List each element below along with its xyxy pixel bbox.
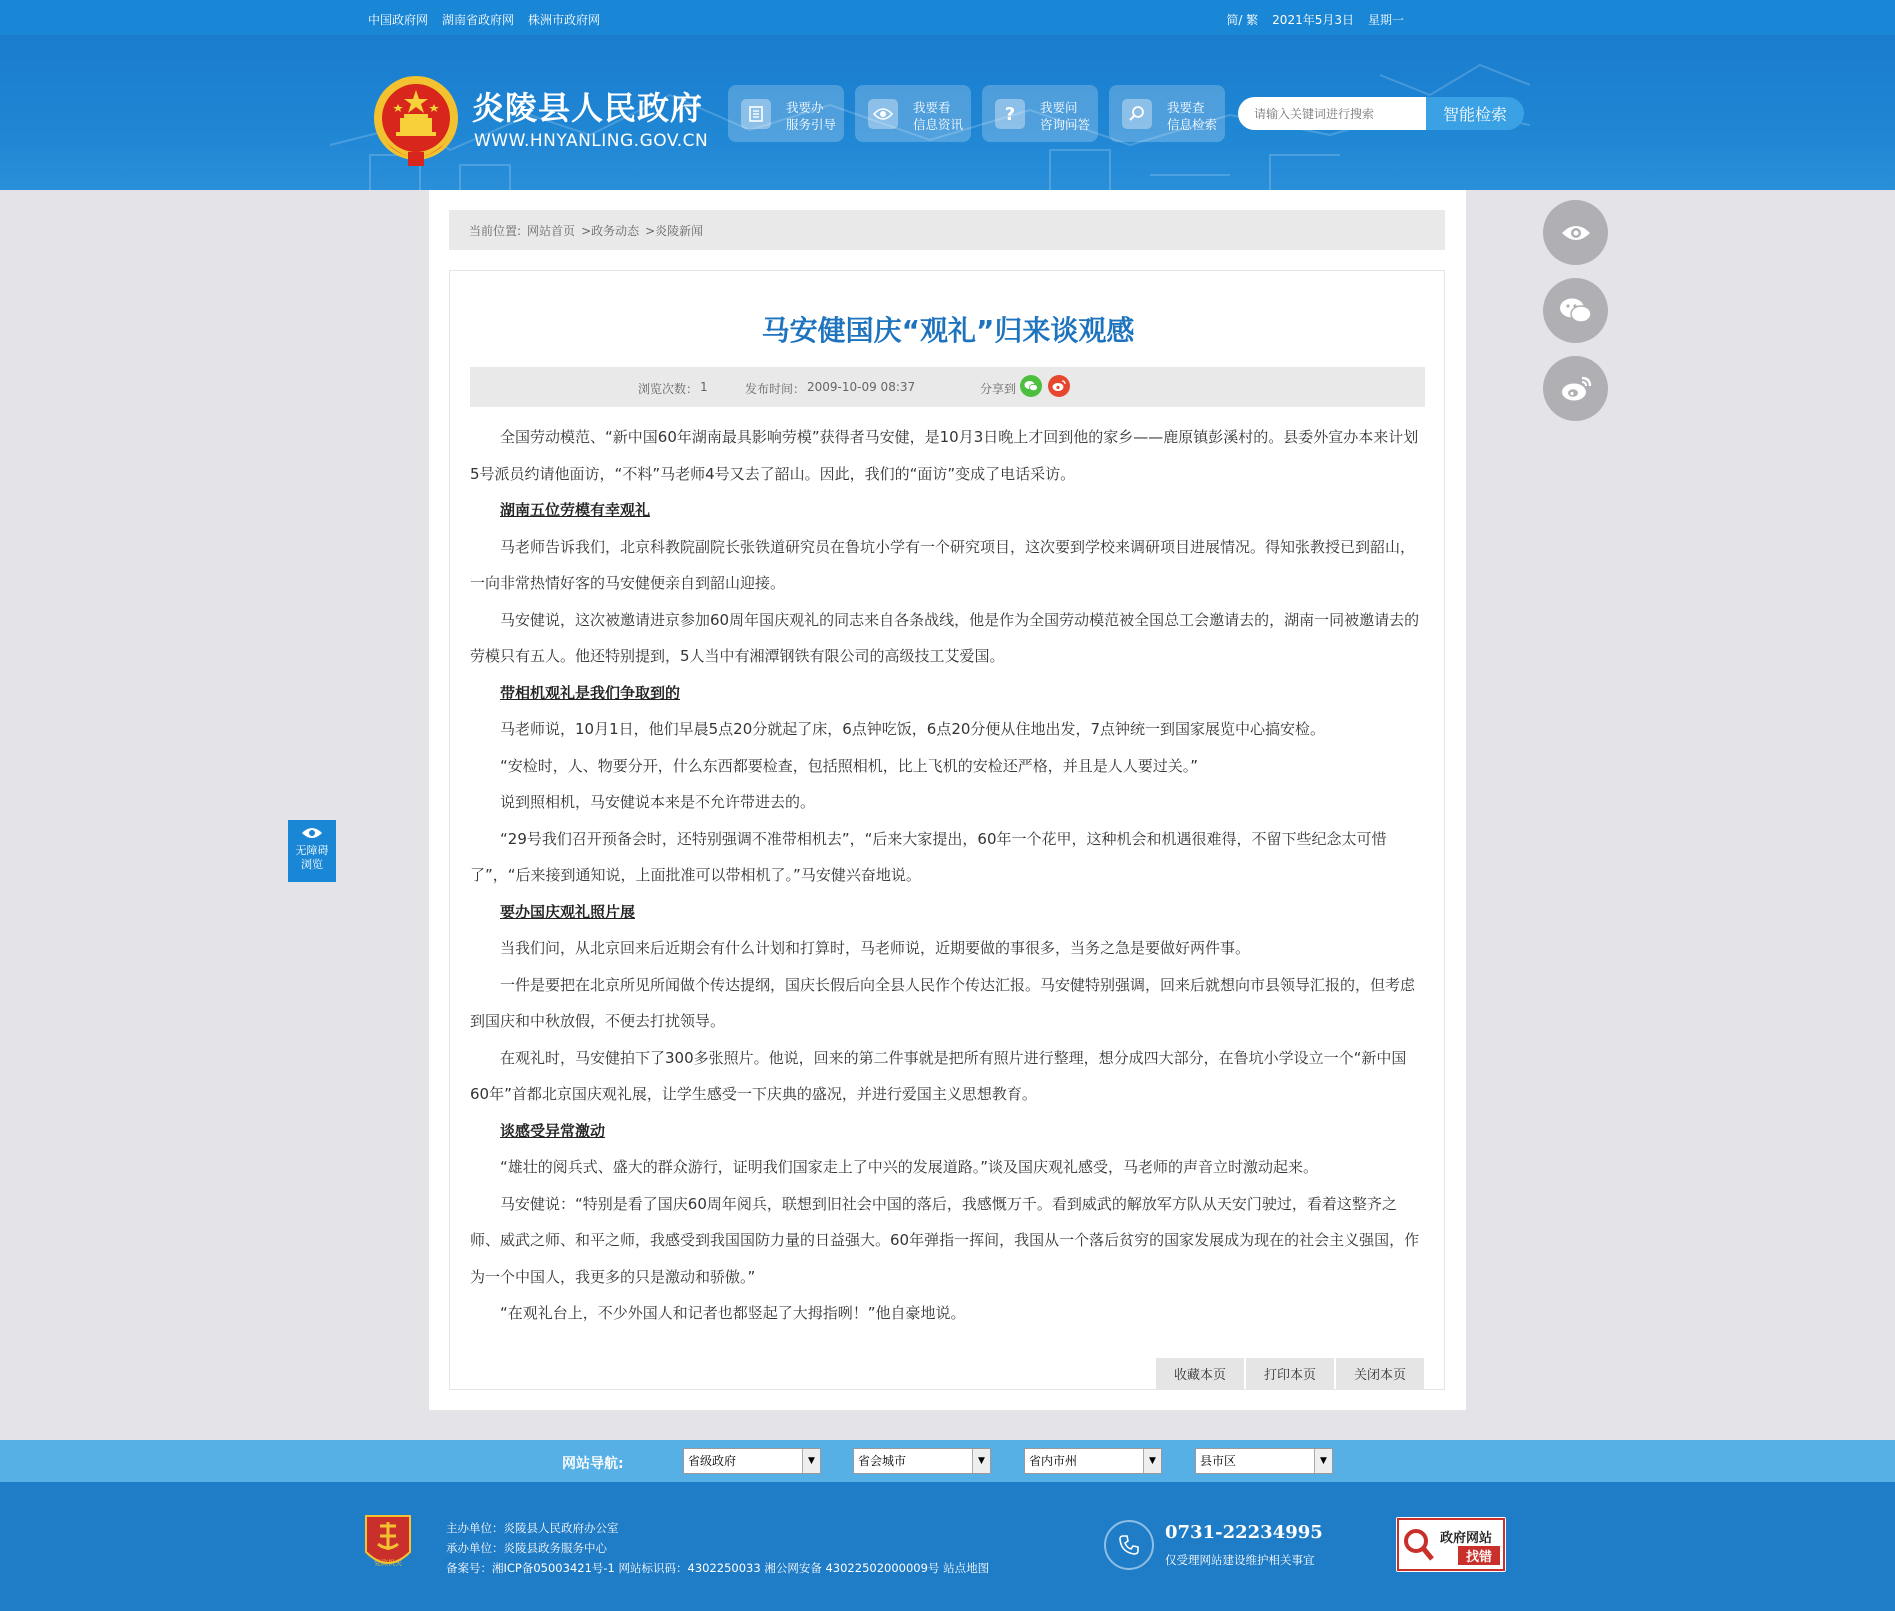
select-value: 县市区 (1200, 1454, 1237, 1468)
footer-phone: 0731-22234995 (1165, 1522, 1323, 1543)
article-title: 马安健国庆“观礼”归来谈观感 (761, 314, 1135, 347)
breadcrumb-local[interactable]: >炎陵新闻 (645, 223, 704, 238)
weibo-share-icon[interactable] (1048, 375, 1070, 397)
main-panel (429, 190, 1466, 1410)
document-icon (741, 99, 771, 129)
footer-record: 备案号：湘ICP备05003421号-1 网站标识码：4302250033 湘公网安备 43022502000009号 站点地图 (446, 1561, 990, 1575)
national-emblem-icon (368, 72, 464, 172)
paragraph: 马安健说，这次被邀请进京参加60周年国庆观礼的同志来自各条战线，他是作为全国劳动模范被全国总工会邀请去的，湖南一同被邀请去的劳模只有五人。他还特别提到，5人当中有湘潭钢铁有限公司的高级技工艾爱国。 (470, 610, 1420, 665)
eye-icon (868, 99, 898, 129)
article-actions (1156, 1358, 1424, 1389)
search-input[interactable] (1238, 97, 1426, 130)
nav-button-line1: 我要办 (786, 100, 824, 115)
views-label: 浏览次数： (638, 382, 699, 396)
paragraph: “雄壮的阅兵式、盛大的群众游行，证明我们国家走上了中兴的发展道路。”谈及国庆观礼感受，马老师的声音立时激动起来。 (500, 1158, 1319, 1176)
breadcrumb-news[interactable]: >政务动态 (581, 223, 640, 238)
breadcrumb-prefix: 当前位置: (469, 223, 522, 238)
report-error-badge[interactable] (1396, 1517, 1506, 1572)
chevron-down-icon: ▼ (802, 1449, 820, 1473)
float-eye-button[interactable] (1543, 200, 1608, 265)
paragraph: 一件是要把在北京所见所闻做个传达提纲，国庆长假后向全县人民作个传达汇报。马安健特别强调，回来后就想向市县领导汇报的，但考虑到国庆和中秋放假，不便去打扰领导。 (470, 975, 1416, 1030)
footer-nav (0, 1440, 1895, 1482)
select-value: 省内市州 (1029, 1454, 1078, 1468)
select-county[interactable] (1195, 1448, 1333, 1474)
select-city[interactable] (1024, 1448, 1162, 1474)
weibo-icon (1560, 375, 1592, 403)
close-page-button[interactable]: 关闭本页 (1336, 1358, 1424, 1389)
phone-icon (1104, 1520, 1154, 1570)
question-icon: ? (995, 99, 1025, 129)
float-weibo-button[interactable] (1543, 356, 1608, 421)
footer-host: 主办单位：炎陵县人民政府办公室 (446, 1521, 619, 1535)
top-bar (0, 0, 1895, 35)
report-error-line1: 政府网站 (1440, 1531, 1493, 1546)
search-button[interactable]: 智能检索 (1426, 97, 1524, 130)
top-link-gov[interactable]: 中国政府网 (368, 13, 429, 27)
paragraph: 说到照相机，马安健说本来是不允许带进去的。 (500, 793, 816, 811)
paragraph: 马安健说：“特别是看了国庆60周年阅兵，联想到旧社会中国的落后，我感慨万千。看到威武的解放军方队从天安门驶过，看着这整齐之师、威武之师、和平之师，我感受到我国国防力量的日益强大。60年弹指一挥间，我国从一个落后贫穷的国家发展成为现在的社会主义强国，作为一个中国人，我更多的只是激动和骄傲。” (470, 1194, 1420, 1286)
date-text: 2021年5月3日 (1272, 13, 1354, 27)
accessibility-line2: 浏览 (301, 858, 323, 871)
paragraph: 马老师告诉我们，北京科教院副院长张铁道研究员在鲁坑小学有一个研究项目，这次要到学校来调研项目进展情况。得知张教授已到韶山，一向非常热情好客的马安健便亲自到韶山迎接。 (470, 537, 1416, 592)
footer-organizer: 承办单位：炎陵县政务服务中心 (446, 1541, 607, 1555)
search-icon (1122, 99, 1152, 129)
nav-button-info[interactable] (855, 85, 971, 142)
paragraph: “在观礼台上，不少外国人和记者也都竖起了大拇指咧！”他自豪地说。 (500, 1304, 966, 1322)
bookmark-button[interactable]: 收藏本页 (1156, 1358, 1244, 1389)
nav-button-line1: 我要看 (913, 100, 951, 115)
breadcrumb-home[interactable]: 网站首页 (527, 223, 576, 238)
paragraph: 在观礼时，马安健拍下了300多张照片。他说，回来的第二件事就是把所有照片进行整理，想分成四大部分，在鲁坑小学设立一个“新中国60年”首都北京国庆观礼展，让学生感受一下庆典的盛况，并进行爱国主义思想教育。 (470, 1048, 1407, 1103)
breadcrumb (449, 210, 1445, 250)
wechat-icon (1559, 297, 1593, 325)
chevron-down-icon: ▼ (1143, 1449, 1161, 1473)
top-links (368, 11, 600, 28)
published-label: 发布时间： (745, 382, 806, 396)
select-value: 省级政府 (688, 1454, 737, 1468)
site-name: 炎陵县人民政府 (472, 89, 704, 127)
footer-nav-label: 网站导航: (562, 1456, 624, 1472)
section-heading: 要办国庆观礼照片展 (500, 902, 636, 921)
select-province[interactable] (683, 1448, 821, 1474)
report-error-line2: 找错 (1458, 1546, 1500, 1565)
article-meta (470, 367, 1425, 407)
nav-button-line2: 信息检索 (1167, 117, 1218, 132)
published-time: 2009-10-09 08:37 (807, 380, 916, 394)
wechat-share-icon[interactable] (1020, 375, 1042, 397)
footer (0, 1482, 1895, 1611)
chevron-down-icon: ▼ (972, 1449, 990, 1473)
footer-phone-note: 仅受理网站建设维护相关事宜 (1165, 1553, 1315, 1567)
top-link-zhuzhou[interactable]: 株洲市政府网 (528, 13, 601, 27)
paragraph: 当我们问，从北京回来后近期会有什么计划和打算时，马老师说，近期要做的事很多，当务之急是要做好两件事。 (500, 939, 1251, 957)
section-heading: 谈感受异常激动 (500, 1121, 606, 1140)
select-capital[interactable] (853, 1448, 991, 1474)
views-count: 1 (700, 380, 708, 394)
float-wechat-button[interactable] (1543, 278, 1608, 343)
paragraph: “安检时，人、物要分开，什么东西都要检查，包括照相机，比上飞机的安检还严格，并且是人人要过关。” (500, 756, 1199, 775)
article-content (470, 419, 1425, 1332)
nav-button-line1: 我要查 (1167, 100, 1205, 115)
accessibility-button[interactable] (288, 820, 336, 882)
nav-button-line2: 信息资讯 (913, 117, 964, 132)
select-value: 省会城市 (858, 1454, 907, 1468)
eye-icon (1561, 223, 1591, 243)
nav-button-line1: 我要问 (1040, 100, 1078, 115)
nav-button-search[interactable] (1109, 85, 1225, 142)
section-heading: 湖南五位劳模有幸观礼 (500, 501, 651, 519)
section-heading: 带相机观礼是我们争取到的 (500, 683, 681, 702)
badge-text: 党政机关 (374, 1559, 402, 1567)
header (0, 35, 1895, 190)
weekday-text: 星期一 (1367, 13, 1404, 27)
print-button[interactable]: 打印本页 (1246, 1358, 1334, 1389)
nav-button-service[interactable] (728, 85, 844, 142)
lang-switch[interactable]: 简/ 繁 (1226, 13, 1259, 27)
paragraph: 马老师说，10月1日，他们早晨5点20分就起了床，6点钟吃饭，6点20分便从住地出发，7点钟统一到国家展览中心搞安检。 (500, 720, 1325, 738)
chevron-down-icon: ▼ (1314, 1449, 1332, 1473)
header-nav (728, 85, 1225, 142)
party-gov-badge-icon[interactable] (362, 1512, 414, 1574)
footer-info (446, 1518, 989, 1578)
paragraph: “29号我们召开预备会时，还特别强调不准带相机去”，“后来大家提出，60年一个花甲，这种机会和机遇很难得，不留下些纪念太可惜了”，“后来接到通知说，上面批准可以带相机了。”马安健兴奋地说。 (470, 829, 1387, 884)
nav-button-ask[interactable] (982, 85, 1098, 142)
nav-button-line2: 咨询问答 (1040, 117, 1091, 132)
article (449, 270, 1445, 1390)
accessibility-line1: 无障碍 (295, 844, 329, 857)
nav-button-line2: 服务引导 (786, 117, 837, 132)
eye-icon (301, 826, 323, 840)
paragraph: 全国劳动模范、“新中国60年湖南最具影响劳模”获得者马安健，是10月3日晚上才回到他的家乡——鹿原镇彭溪村的。县委外宣办本来计划5号派员约请他面访，“不料”马老师4号又去了韶山。因此，我们的“面访”变成了电话采访。 (470, 428, 1419, 483)
share-label: 分享到 (980, 382, 1017, 396)
top-link-hunan[interactable]: 湖南省政府网 (442, 13, 515, 27)
site-url: WWW.HNYANLING.GOV.CN (474, 131, 709, 151)
